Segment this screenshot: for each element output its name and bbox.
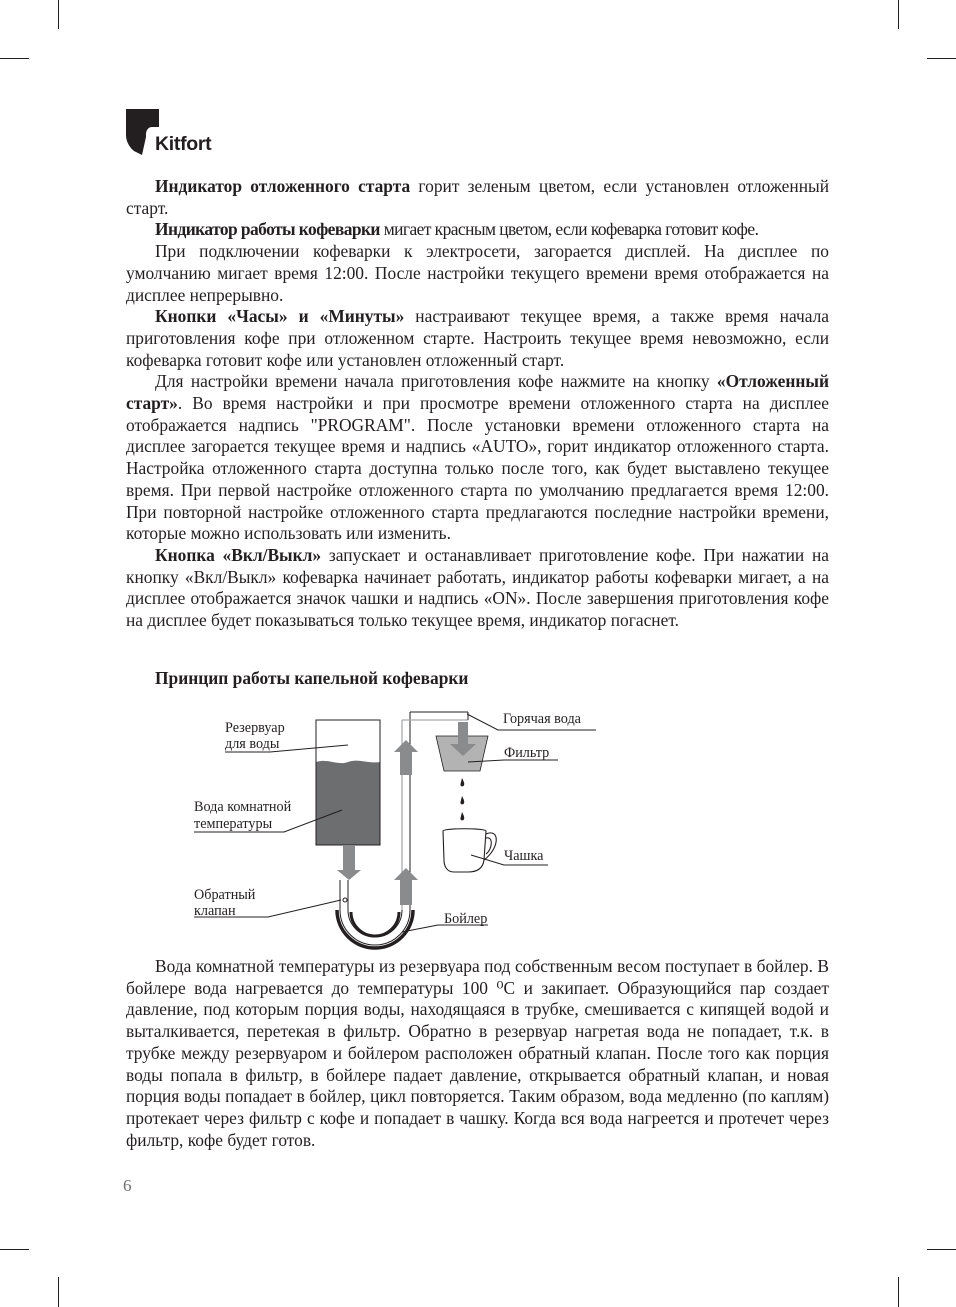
- up-arrow-icon: [394, 740, 418, 905]
- paragraph-indicator-delayed: Индикатор отложенного старта горит зеленым цветом, если установлен отложенный старт.: [126, 176, 830, 218]
- page-number: 6: [123, 1176, 132, 1195]
- reservoir-icon: [316, 720, 380, 845]
- label-room-water-line2: температуры: [194, 816, 273, 832]
- down-arrow-icon: [337, 845, 361, 880]
- crop-mark-bottom-right-v: [898, 1277, 899, 1307]
- cup-icon: [443, 829, 496, 872]
- crop-mark-top-left-v: [58, 0, 59, 29]
- paragraph-on-off: Кнопка «Вкл/Выкл» запускает и останавливает приготовление кофе. При нажатии на кнопку «Вкл/Выкл» кофеварка начинает работать, индикатор работы кофеварки мигает, а на дисплее отображается значок чашки и надпись «ON». После завершения приготовления кофе на дисплее будет показываться только текущее время, индикатор погаснет.: [126, 544, 829, 631]
- drops-icon: [460, 778, 464, 820]
- crop-mark-bottom-left-h: [0, 1249, 29, 1250]
- label-filter: Фильтр: [504, 745, 550, 761]
- paragraph-hours-minutes: Кнопки «Часы» и «Минуты» настраивают текущее время, а также время начала приготовления кофе при отложенном старте. Настроить текущее время невозможно, если кофеварка готовит кофе или установлен отложенный старт.: [126, 306, 829, 370]
- label-reservoir-line2: для воды: [225, 736, 280, 752]
- brand-name: Kitfort: [155, 133, 212, 155]
- label-reservoir-line1: Резервуар: [225, 720, 285, 736]
- body-text-principle: [126, 956, 829, 1151]
- coffee-maker-diagram: [188, 700, 608, 960]
- filter-icon: [436, 722, 488, 771]
- label-check-valve-line2: клапан: [194, 903, 236, 919]
- paragraph-indicator-work: Индикатор работы кофеварки мигает красным цветом, если кофеварка готовит кофе.: [155, 219, 759, 240]
- label-hot-water: Горячая вода: [503, 711, 581, 727]
- crop-mark-bottom-left-v: [58, 1277, 59, 1307]
- paragraph-delayed-setup: Для настройки времени начала приготовления кофе нажмите на кнопку «Отложенный старт». Во время настройки и при просмотре времени отложенного старта на дисплее отображается надпись "PROGRAM". После установки времени отложенного старта на дисплее загорается текущее время и надпись «AUTO», горит индикатор отложенного старта. Настройка отложенного старта доступна только после того, как будет выставлено текущее время. При первой настройке отложенного старта по умолчанию предлагается время 12:00. При повторной настройке отложенного старта предлагаются последние настройки времени, которые можно использовать или изменить.: [126, 371, 829, 544]
- paragraph-principle: Вода комнатной температуры из резервуара под собственным весом поступает в бойлер. В бойлере вода нагревается до температуры 100 ⁰С и закипает. Образующийся пар создает давление, под которым порция воды, находящаяся в трубке, смешивается с кипящей водой и выталкивается, перетекая в фильтр. Обратно в резервуар нагретая вода не попадает, т.к. в трубке между резервуаром и бойлером расположен обратный клапан. После того как порция воды попала в фильтр, в бойлере падает давление, открывается обратный клапан, и новая порция воды попадает в бойлер, цикл повторяется. Таким образом, вода медленно (по каплям) протекает через фильтр с кофе и попадает в чашку. Когда вся вода нагреется и протечет через фильтр, кофе будет готов.: [126, 956, 829, 1150]
- body-text-top: [126, 176, 829, 632]
- crop-mark-top-right-v: [898, 0, 899, 29]
- paragraph-display: При подключении кофеварки к электросети, загорается дисплей. На дисплее по умолчанию мигает время 12:00. После настройки текущего времени время отображается на дисплее непрерывно.: [126, 241, 829, 305]
- check-valve-icon: [343, 898, 347, 902]
- label-boiler: Бойлер: [444, 911, 488, 927]
- label-room-water-line1: Вода комнатной: [194, 799, 292, 815]
- section-heading: Принцип работы капельной кофеварки: [155, 668, 469, 688]
- crop-mark-bottom-right-h: [927, 1249, 956, 1250]
- label-check-valve-line1: Обратный: [194, 887, 256, 903]
- boiler-icon: [337, 908, 413, 948]
- label-cup: Чашка: [504, 848, 544, 864]
- crop-mark-top-right-h: [927, 58, 956, 59]
- crop-mark-top-left-h: [0, 58, 29, 59]
